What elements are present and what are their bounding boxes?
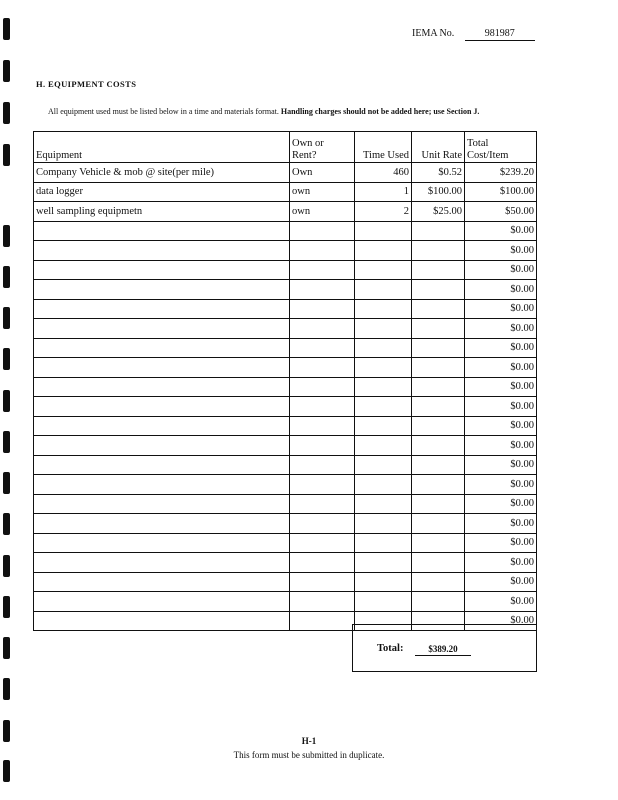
cell-time-used <box>355 299 412 319</box>
cell-total-cost: $0.00 <box>465 241 537 261</box>
cell-unit-rate <box>412 338 465 358</box>
cell-equipment <box>34 553 290 573</box>
table-row <box>34 202 537 222</box>
iema-label: IEMA No. <box>412 28 455 39</box>
cell-unit-rate <box>412 533 465 553</box>
table-row <box>34 280 537 300</box>
cell-total-cost: $0.00 <box>465 221 537 241</box>
iema-number: 981987 <box>465 28 535 41</box>
cell-own-or-rent <box>290 280 355 300</box>
cell-unit-rate <box>412 260 465 280</box>
total-box <box>352 624 537 672</box>
cell-equipment <box>34 299 290 319</box>
table-header-row <box>34 132 537 163</box>
cell-own-or-rent <box>290 397 355 417</box>
header-total-cost: Total Cost/Item <box>465 132 537 163</box>
table-row <box>34 475 537 495</box>
cell-equipment <box>34 455 290 475</box>
binder-punch-mark <box>3 348 10 370</box>
cell-unit-rate <box>412 592 465 612</box>
cell-own-or-rent <box>290 611 355 631</box>
cell-own-or-rent <box>290 338 355 358</box>
cell-total-cost: $0.00 <box>465 338 537 358</box>
cell-total-cost: $239.20 <box>465 163 537 183</box>
table-row <box>34 572 537 592</box>
cell-total-cost: $0.00 <box>465 553 537 573</box>
cell-equipment <box>34 241 290 261</box>
cell-time-used <box>355 338 412 358</box>
cell-equipment <box>34 260 290 280</box>
cell-equipment <box>34 592 290 612</box>
cell-total-cost: $0.00 <box>465 377 537 397</box>
cell-unit-rate <box>412 475 465 495</box>
cell-time-used <box>355 533 412 553</box>
table-row <box>34 260 537 280</box>
cell-equipment <box>34 572 290 592</box>
cell-unit-rate <box>412 319 465 339</box>
cell-unit-rate <box>412 280 465 300</box>
iema-number-field <box>412 28 535 41</box>
cell-time-used <box>355 221 412 241</box>
cell-equipment <box>34 280 290 300</box>
cell-time-used <box>355 397 412 417</box>
cell-own-or-rent <box>290 241 355 261</box>
cell-own-or-rent <box>290 358 355 378</box>
total-label: Total: <box>377 643 404 654</box>
cell-own-or-rent <box>290 221 355 241</box>
binder-punch-mark <box>3 513 10 535</box>
cell-total-cost: $0.00 <box>465 358 537 378</box>
cell-unit-rate: $100.00 <box>412 182 465 202</box>
binder-punch-mark <box>3 225 10 247</box>
cell-unit-rate <box>412 241 465 261</box>
cell-time-used <box>355 416 412 436</box>
cell-unit-rate <box>412 455 465 475</box>
cell-own-or-rent <box>290 436 355 456</box>
cell-own-or-rent <box>290 475 355 495</box>
cell-total-cost: $100.00 <box>465 182 537 202</box>
page-number: H-1 <box>301 736 317 746</box>
table-row <box>34 338 537 358</box>
cell-unit-rate <box>412 572 465 592</box>
cell-time-used <box>355 514 412 534</box>
cell-time-used <box>355 455 412 475</box>
cell-time-used <box>355 494 412 514</box>
table-row <box>34 299 537 319</box>
binder-punch-mark <box>3 431 10 453</box>
header-equipment: Equipment <box>34 132 290 163</box>
binder-punch-mark <box>3 637 10 659</box>
cell-equipment <box>34 514 290 534</box>
table-row <box>34 553 537 573</box>
table-row <box>34 182 537 202</box>
cell-unit-rate <box>412 299 465 319</box>
cell-total-cost: $0.00 <box>465 397 537 417</box>
cell-total-cost: $0.00 <box>465 592 537 612</box>
table-row <box>34 163 537 183</box>
cell-own-or-rent <box>290 553 355 573</box>
cell-equipment <box>34 494 290 514</box>
cell-equipment: data logger <box>34 182 290 202</box>
footer-note: This form must be submitted in duplicate. <box>233 750 385 760</box>
cell-unit-rate <box>412 494 465 514</box>
cell-time-used <box>355 592 412 612</box>
cell-unit-rate <box>412 221 465 241</box>
cell-equipment: Company Vehicle & mob @ site(per mile) <box>34 163 290 183</box>
table-row <box>34 533 537 553</box>
cell-equipment <box>34 358 290 378</box>
binder-punch-mark <box>3 472 10 494</box>
cell-equipment <box>34 319 290 339</box>
cell-time-used: 460 <box>355 163 412 183</box>
cell-total-cost: $0.00 <box>465 299 537 319</box>
binder-punch-mark <box>3 266 10 288</box>
table-row <box>34 416 537 436</box>
table-body <box>34 163 537 631</box>
cell-total-cost: $0.00 <box>465 455 537 475</box>
cell-equipment <box>34 533 290 553</box>
cell-time-used <box>355 241 412 261</box>
cell-unit-rate <box>412 436 465 456</box>
cell-equipment <box>34 377 290 397</box>
table-row <box>34 514 537 534</box>
table-row <box>34 436 537 456</box>
cell-total-cost: $0.00 <box>465 260 537 280</box>
binder-punch-mark <box>3 596 10 618</box>
cell-own-or-rent <box>290 416 355 436</box>
binder-punch-mark <box>3 144 10 166</box>
cell-time-used: 1 <box>355 182 412 202</box>
header-time-used: Time Used <box>355 132 412 163</box>
cell-total-cost: $0.00 <box>465 436 537 456</box>
cell-unit-rate <box>412 416 465 436</box>
table-row <box>34 397 537 417</box>
cell-time-used <box>355 572 412 592</box>
cell-equipment <box>34 436 290 456</box>
cell-own-or-rent <box>290 514 355 534</box>
cell-time-used <box>355 377 412 397</box>
cell-own-or-rent <box>290 533 355 553</box>
cell-equipment: well sampling equipmetn <box>34 202 290 222</box>
cell-unit-rate <box>412 553 465 573</box>
cell-time-used: 2 <box>355 202 412 222</box>
binder-punch-mark <box>3 555 10 577</box>
cell-total-cost: $0.00 <box>465 514 537 534</box>
cell-own-or-rent <box>290 494 355 514</box>
table-row <box>34 494 537 514</box>
cell-total-cost: $0.00 <box>465 533 537 553</box>
section-instructions <box>48 105 508 118</box>
cell-total-cost: $0.00 <box>465 611 537 631</box>
cell-equipment <box>34 475 290 495</box>
cell-unit-rate <box>412 377 465 397</box>
cell-time-used <box>355 475 412 495</box>
equipment-table <box>33 131 537 631</box>
binder-punch-mark <box>3 307 10 329</box>
cell-time-used <box>355 280 412 300</box>
cell-equipment <box>34 397 290 417</box>
cell-unit-rate: $0.52 <box>412 163 465 183</box>
cell-total-cost: $0.00 <box>465 572 537 592</box>
cell-own-or-rent <box>290 592 355 612</box>
cell-time-used <box>355 260 412 280</box>
table-row <box>34 592 537 612</box>
cell-total-cost: $0.00 <box>465 280 537 300</box>
total-value: $389.20 <box>415 644 471 656</box>
cell-total-cost: $0.00 <box>465 416 537 436</box>
binder-punch-mark <box>3 18 10 40</box>
cell-own-or-rent <box>290 319 355 339</box>
cell-unit-rate <box>412 514 465 534</box>
cell-total-cost: $50.00 <box>465 202 537 222</box>
section-heading: H. EQUIPMENT COSTS <box>36 79 137 89</box>
cell-own-or-rent: Own <box>290 163 355 183</box>
cell-own-or-rent <box>290 572 355 592</box>
cell-equipment <box>34 221 290 241</box>
cell-own-or-rent <box>290 260 355 280</box>
table-row <box>34 241 537 261</box>
table-row <box>34 455 537 475</box>
cell-equipment <box>34 338 290 358</box>
cell-unit-rate: $25.00 <box>412 202 465 222</box>
cell-equipment <box>34 611 290 631</box>
cell-own-or-rent <box>290 299 355 319</box>
binder-punch-mark <box>3 102 10 124</box>
binder-punch-mark <box>3 678 10 700</box>
cell-total-cost: $0.00 <box>465 319 537 339</box>
binder-punch-mark <box>3 760 10 782</box>
table-row <box>34 358 537 378</box>
cell-time-used <box>355 319 412 339</box>
cell-total-cost: $0.00 <box>465 475 537 495</box>
binder-punch-mark <box>3 390 10 412</box>
table-row <box>34 319 537 339</box>
header-own-or-rent: Own or Rent? <box>290 132 355 163</box>
table-row <box>34 221 537 241</box>
binder-punch-mark <box>3 60 10 82</box>
cell-own-or-rent <box>290 377 355 397</box>
header-unit-rate: Unit Rate <box>412 132 465 163</box>
cell-own-or-rent: own <box>290 202 355 222</box>
cell-own-or-rent <box>290 455 355 475</box>
table-row <box>34 377 537 397</box>
cell-total-cost: $0.00 <box>465 494 537 514</box>
cell-unit-rate <box>412 397 465 417</box>
cell-time-used <box>355 553 412 573</box>
cell-unit-rate <box>412 358 465 378</box>
cell-equipment <box>34 416 290 436</box>
cell-time-used <box>355 358 412 378</box>
instructions-bold-text: Handling charges should not be added here; use Section J. <box>280 107 480 116</box>
instructions-text: All equipment used must be listed below in a time and materials format. <box>48 107 281 116</box>
cell-own-or-rent: own <box>290 182 355 202</box>
cell-time-used <box>355 436 412 456</box>
